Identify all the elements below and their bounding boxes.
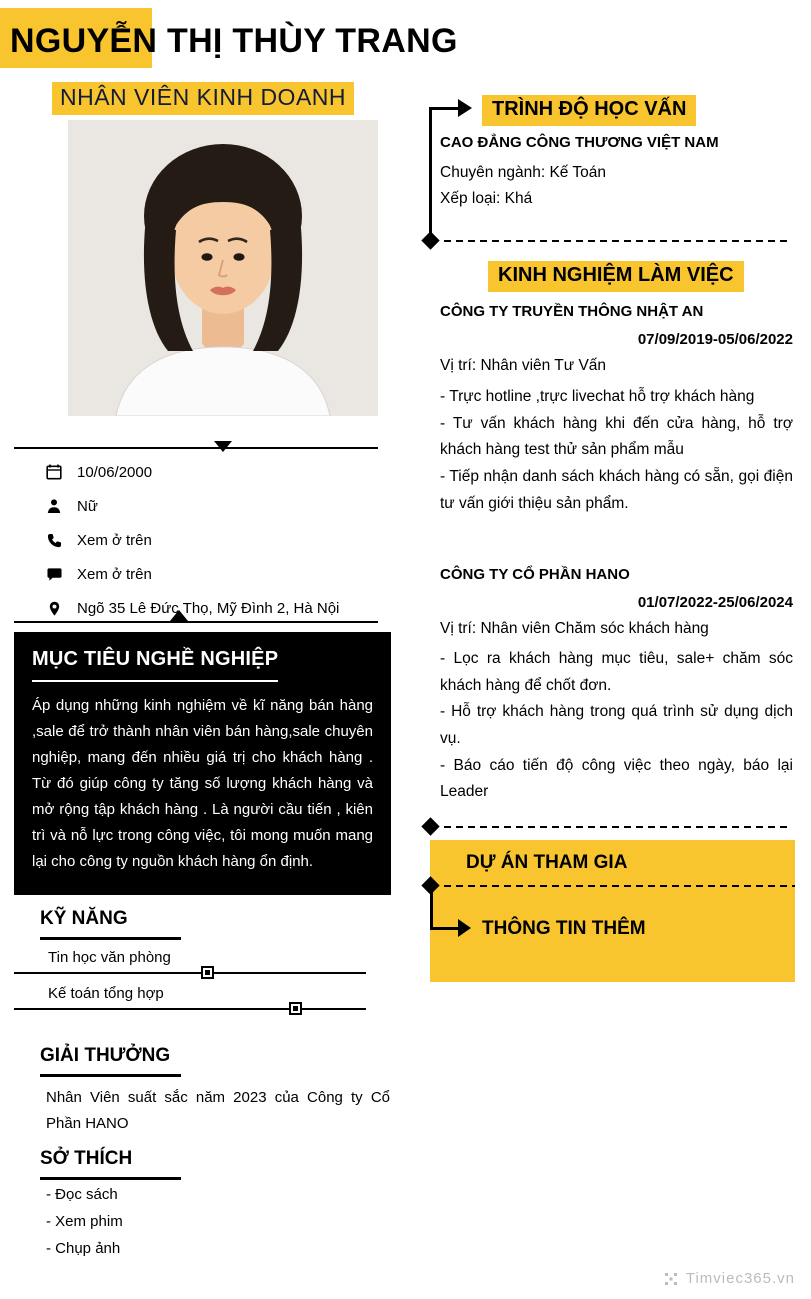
diamond-icon [421,231,439,249]
objective-title: MỤC TIÊU NGHỀ NGHIỆP [32,648,278,682]
duty-item: - Tư vấn khách hàng khi đến cửa hàng, hỗ trợ khách hàng test thử sản phẩm mẫu [440,414,793,459]
triangle-down-icon [214,441,232,452]
job-position: Vị trí: Nhân viên Tư Vấn [440,357,607,374]
job-duties [440,646,793,806]
hobby-item: - Xem phim [46,1213,123,1230]
address-value: Ngõ 35 Lê Đức Thọ, Mỹ Đình 2, Hà Nội [77,599,340,617]
profile-photo [68,120,378,416]
job-company: CÔNG TY TRUYỀN THÔNG NHẬT AN [440,303,704,320]
phone-value: Xem ở trên [77,531,152,549]
hobbies-heading: SỞ THÍCH [40,1148,181,1180]
job-position: Vị trí: Nhân viên Chăm sóc khách hàng [440,620,709,637]
birthday-value: 10/06/2000 [77,463,153,481]
awards-body: Nhân Viên suất sắc năm 2023 của Công ty Cổ Phần HANO [46,1089,390,1132]
skill-item [14,949,366,974]
arrow-right-icon [458,99,472,117]
job-period: 01/07/2022-25/06/2024 [637,594,793,611]
dashed-divider [444,826,792,828]
bottom-sections-box [430,840,795,982]
more-info-title: THÔNG TIN THÊM [482,918,646,939]
gender-value: Nữ [77,497,98,515]
dashed-divider [444,885,795,887]
contact-row-address [46,597,382,619]
duty-item: - Báo cáo tiến độ công việc theo ngày, báo lại Leader [440,756,793,801]
duty-item: - Trực hotline ,trực livechat hỗ trợ khách hàng [440,388,755,405]
objective-body: Áp dụng những kinh nghiệm về kĩ năng bán hàng ,sale để trở thành nhân viên bán hàng,sale chuyên nghiệp, mang đến nhiều giá trị cho khách hàng . Từ đó giúp công ty tăng số lượng khách hàng và mở rộng tập khách hàng . Là người cầu tiến , kiên trì và nỗ lực trong công việc, tôi mong muốn mang lại cho công ty nguồn khách hàng ổn định. [32,697,373,870]
calendar-icon [46,464,62,480]
skill-label: Kế toán tổng hợp [48,985,164,1002]
education-grade: Xếp loại: Khá [440,190,533,207]
hobby-item: - Đọc sách [46,1186,118,1203]
education-connector-line [429,109,432,240]
skills-section [14,949,366,1021]
candidate-name: NGUYỄN THỊ THÙY TRANG [10,22,458,60]
portrait-illustration [68,120,378,416]
watermark-text: Timviec365.vn [685,1270,795,1287]
hobbies-list [46,1186,123,1267]
job-company: CÔNG TY CỔ PHẦN HANO [440,566,630,583]
chat-icon [46,566,62,582]
contact-row-birthday [46,461,382,483]
skill-slider-thumb[interactable] [289,1002,302,1015]
job-duties [440,384,793,517]
skills-heading: KỸ NĂNG [40,908,181,940]
duty-item: - Lọc ra khách hàng mục tiêu, sale+ chăm sóc khách hàng để chốt đơn. [440,650,793,694]
education-title-wrap [482,95,696,126]
skill-slider-track [14,972,366,974]
skill-label: Tin học văn phòng [48,949,171,966]
timviec-logo-icon [664,1272,678,1286]
dashed-divider [444,240,792,242]
duty-item: - Tiếp nhận danh sách khách hàng có sẵn, gọi điện tư vấn giới thiệu sản phẩm. [440,467,793,512]
contact-info [46,461,382,631]
experience-title-wrap [488,261,744,292]
duty-item: - Hỗ trợ khách hàng trong quá trình sử dụng dịch vụ. [440,703,793,747]
education-connector-line [429,107,460,110]
skill-item [14,985,366,1010]
more-info-connector-line [430,927,460,930]
skill-slider-thumb[interactable] [201,966,214,979]
contact-row-email [46,563,382,585]
person-icon [46,498,62,514]
contact-row-phone [46,529,382,551]
divider-under-photo [14,447,378,449]
education-school: CAO ĐẲNG CÔNG THƯƠNG VIỆT NAM [440,134,719,151]
job-period: 07/09/2019-05/06/2022 [637,331,793,348]
job-title-wrap [14,82,392,115]
experience-title: KINH NGHIỆM LÀM VIỆC [488,261,744,292]
contact-row-gender [46,495,382,517]
phone-icon [46,532,62,548]
education-major: Chuyên ngành: Kế Toán [440,164,607,181]
arrow-right-icon [458,919,471,937]
triangle-up-icon [170,610,188,621]
watermark [664,1270,795,1287]
projects-title: DỰ ÁN THAM GIA [466,852,628,873]
more-info-connector-line [430,886,433,930]
location-icon [46,600,62,616]
education-title: TRÌNH ĐỘ HỌC VẤN [482,95,696,126]
diamond-icon [421,817,439,835]
divider-above-objective [14,621,378,623]
hobby-item: - Chụp ảnh [46,1240,121,1257]
skill-slider-track [14,1008,366,1010]
job-title: NHÂN VIÊN KINH DOANH [52,82,354,115]
awards-heading: GIẢI THƯỞNG [40,1045,181,1077]
email-value: Xem ở trên [77,565,152,583]
objective-section [14,632,391,895]
